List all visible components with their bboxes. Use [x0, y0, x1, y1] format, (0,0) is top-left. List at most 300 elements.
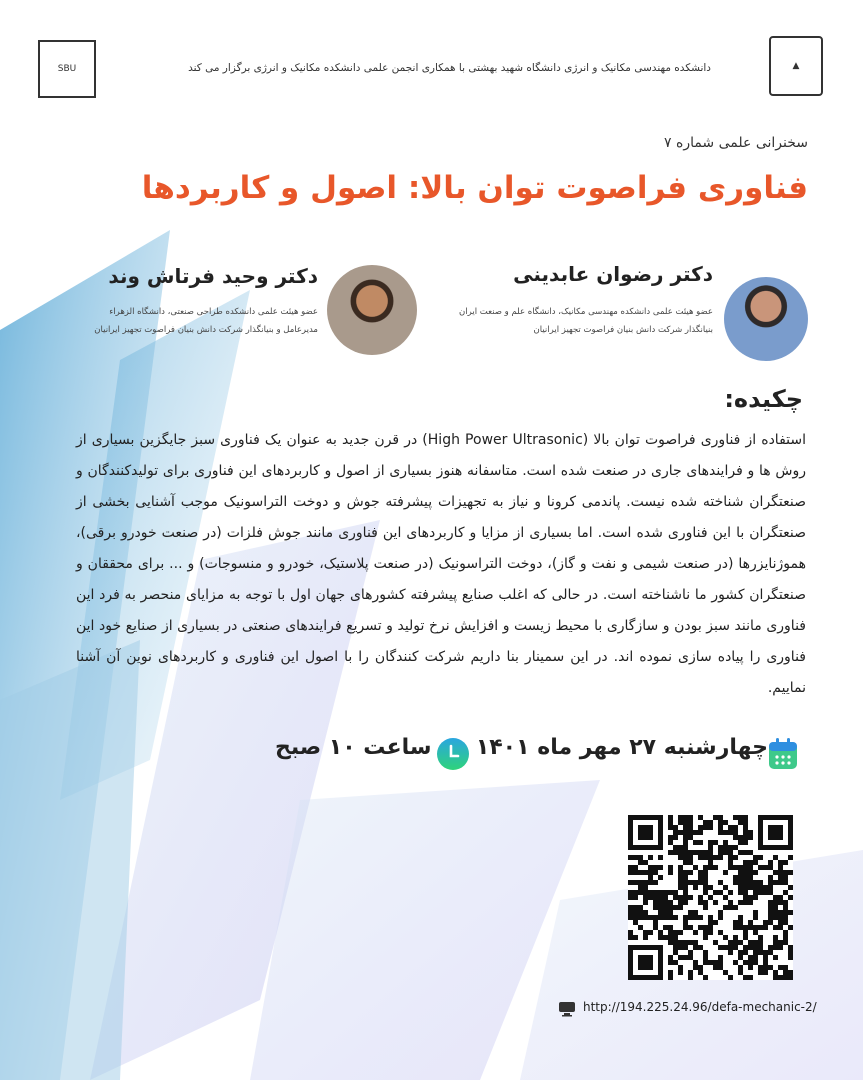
qr-module: [743, 930, 748, 935]
qr-module: [718, 825, 723, 830]
qr-module: [783, 920, 788, 925]
qr-module: [703, 870, 708, 875]
qr-module: [748, 865, 753, 870]
qr-module: [758, 940, 763, 945]
qr-module: [638, 855, 643, 860]
qr-module: [703, 890, 708, 895]
monitor-icon: [558, 1001, 576, 1017]
qr-module: [678, 895, 683, 900]
qr-module: [688, 910, 693, 915]
qr-module: [698, 945, 703, 950]
qr-module: [668, 915, 673, 920]
qr-module: [688, 835, 693, 840]
qr-module: [663, 905, 668, 910]
qr-module: [688, 880, 693, 885]
qr-module: [783, 940, 788, 945]
qr-module: [683, 955, 688, 960]
qr-module: [718, 845, 723, 850]
qr-module: [688, 830, 693, 835]
qr-module: [788, 955, 793, 960]
qr-module: [778, 910, 783, 915]
qr-module: [668, 825, 673, 830]
qr-module: [778, 870, 783, 875]
qr-module: [633, 910, 638, 915]
qr-module: [703, 875, 708, 880]
qr-module: [703, 935, 708, 940]
qr-module: [778, 975, 783, 980]
qr-module: [783, 905, 788, 910]
qr-module: [753, 890, 758, 895]
qr-module: [658, 935, 663, 940]
qr-module: [753, 880, 758, 885]
qr-module: [628, 880, 633, 885]
qr-finder: [638, 955, 653, 970]
qr-module: [673, 830, 678, 835]
qr-module: [668, 820, 673, 825]
qr-module: [703, 900, 708, 905]
qr-module: [643, 860, 648, 865]
qr-module: [633, 870, 638, 875]
qr-module: [688, 895, 693, 900]
qr-module: [683, 875, 688, 880]
qr-module: [683, 855, 688, 860]
qr-module: [658, 930, 663, 935]
qr-module: [633, 890, 638, 895]
qr-module: [693, 840, 698, 845]
qr-module: [668, 935, 673, 940]
qr-module: [778, 895, 783, 900]
qr-module: [723, 830, 728, 835]
qr-module: [668, 970, 673, 975]
qr-module: [653, 925, 658, 930]
qr-module: [788, 895, 793, 900]
qr-module: [733, 825, 738, 830]
qr-module: [673, 890, 678, 895]
qr-module: [753, 950, 758, 955]
qr-module: [693, 960, 698, 965]
qr-module: [668, 940, 673, 945]
qr-module: [718, 965, 723, 970]
qr-module: [678, 875, 683, 880]
qr-module: [768, 910, 773, 915]
qr-module: [678, 870, 683, 875]
qr-module: [658, 915, 663, 920]
qr-module: [743, 960, 748, 965]
qr-module: [753, 870, 758, 875]
qr-module: [693, 830, 698, 835]
qr-module: [763, 885, 768, 890]
qr-module: [773, 970, 778, 975]
qr-module: [733, 945, 738, 950]
qr-module: [693, 965, 698, 970]
qr-module: [738, 880, 743, 885]
qr-module: [763, 965, 768, 970]
qr-module: [693, 910, 698, 915]
qr-module: [668, 910, 673, 915]
qr-module: [743, 950, 748, 955]
qr-module: [673, 950, 678, 955]
qr-module: [718, 830, 723, 835]
page-title: فناوری فراصوت توان بالا: اصول و کاربردها: [141, 170, 808, 206]
qr-module: [763, 970, 768, 975]
qr-module: [738, 865, 743, 870]
qr-module: [773, 925, 778, 930]
qr-module: [673, 930, 678, 935]
qr-module: [638, 890, 643, 895]
qr-module: [693, 880, 698, 885]
qr-module: [758, 880, 763, 885]
qr-module: [678, 970, 683, 975]
qr-module: [733, 835, 738, 840]
qr-module: [768, 875, 773, 880]
qr-module: [653, 905, 658, 910]
qr-module: [648, 915, 653, 920]
qr-module: [788, 945, 793, 950]
qr-module: [658, 895, 663, 900]
qr-module: [698, 840, 703, 845]
qr-module: [688, 855, 693, 860]
qr-module: [788, 870, 793, 875]
qr-module: [698, 830, 703, 835]
qr-module: [708, 845, 713, 850]
qr-module: [743, 875, 748, 880]
qr-module: [763, 925, 768, 930]
qr-module: [743, 815, 748, 820]
qr-module: [688, 825, 693, 830]
qr-module: [653, 915, 658, 920]
qr-module: [628, 915, 633, 920]
qr-module: [648, 890, 653, 895]
qr-module: [678, 955, 683, 960]
qr-module: [783, 970, 788, 975]
qr-module: [708, 825, 713, 830]
qr-module: [788, 970, 793, 975]
qr-module: [658, 900, 663, 905]
qr-module: [773, 900, 778, 905]
association-logo: ▲: [769, 36, 823, 96]
qr-module: [708, 895, 713, 900]
qr-module: [748, 850, 753, 855]
qr-module: [773, 895, 778, 900]
qr-module: [768, 965, 773, 970]
qr-module: [723, 840, 728, 845]
qr-module: [678, 845, 683, 850]
qr-module: [668, 975, 673, 980]
qr-module: [653, 920, 658, 925]
qr-module: [778, 900, 783, 905]
qr-module: [663, 925, 668, 930]
qr-module: [658, 865, 663, 870]
qr-module: [633, 895, 638, 900]
qr-module: [708, 865, 713, 870]
qr-module: [748, 900, 753, 905]
qr-module: [738, 835, 743, 840]
qr-module: [643, 900, 648, 905]
qr-module: [758, 935, 763, 940]
qr-module: [743, 895, 748, 900]
qr-module: [738, 840, 743, 845]
qr-module: [768, 865, 773, 870]
qr-module: [748, 940, 753, 945]
qr-module: [703, 885, 708, 890]
qr-module: [748, 955, 753, 960]
qr-module: [708, 920, 713, 925]
qr-module: [698, 870, 703, 875]
organizer-text: دانشکده مهندسی مکانیک و انرژی دانشگاه شهید بهشتی با همکاری انجمن علمی دانشکده مکانیک و انرژی برگزار می کند: [188, 62, 711, 74]
qr-module: [658, 890, 663, 895]
qr-module: [643, 880, 648, 885]
qr-module: [748, 875, 753, 880]
qr-module: [733, 880, 738, 885]
qr-module: [698, 875, 703, 880]
qr-module: [718, 820, 723, 825]
qr-module: [653, 890, 658, 895]
qr-module: [698, 925, 703, 930]
qr-module: [778, 880, 783, 885]
qr-module: [753, 945, 758, 950]
qr-module: [728, 975, 733, 980]
qr-module: [773, 855, 778, 860]
qr-module: [778, 925, 783, 930]
qr-module: [688, 820, 693, 825]
qr-module: [788, 975, 793, 980]
qr-module: [763, 920, 768, 925]
qr-module: [733, 925, 738, 930]
qr-module: [683, 840, 688, 845]
qr-module: [718, 880, 723, 885]
speaker-photo: [327, 265, 417, 355]
qr-module: [668, 870, 673, 875]
qr-module: [673, 850, 678, 855]
qr-module: [733, 920, 738, 925]
speaker-affiliation: عضو هیئت علمی دانشکده مهندسی مکانیک، دانشگاه علم و صنعت ایران: [459, 307, 713, 317]
qr-module: [703, 825, 708, 830]
qr-module: [713, 855, 718, 860]
qr-module: [778, 920, 783, 925]
qr-module: [658, 905, 663, 910]
qr-module: [628, 930, 633, 935]
qr-module: [748, 885, 753, 890]
qr-module: [743, 865, 748, 870]
qr-module: [728, 945, 733, 950]
qr-module: [723, 845, 728, 850]
qr-module: [673, 915, 678, 920]
qr-module: [783, 890, 788, 895]
qr-module: [723, 885, 728, 890]
qr-module: [663, 910, 668, 915]
qr-module: [778, 860, 783, 865]
qr-module: [748, 960, 753, 965]
qr-module: [703, 950, 708, 955]
qr-module: [753, 930, 758, 935]
qr-module: [693, 940, 698, 945]
qr-module: [718, 850, 723, 855]
qr-module: [743, 830, 748, 835]
qr-module: [683, 915, 688, 920]
qr-module: [713, 940, 718, 945]
qr-module: [728, 860, 733, 865]
qr-module: [668, 960, 673, 965]
lecture-series: سخنرانی علمی شماره ۷: [664, 135, 808, 151]
qr-module: [718, 815, 723, 820]
qr-module: [688, 815, 693, 820]
qr-module: [728, 855, 733, 860]
qr-module: [653, 865, 658, 870]
qr-module: [693, 885, 698, 890]
qr-module: [773, 915, 778, 920]
qr-module: [683, 835, 688, 840]
qr-module: [778, 875, 783, 880]
qr-module: [748, 965, 753, 970]
qr-module: [723, 850, 728, 855]
qr-module: [673, 905, 678, 910]
qr-module: [633, 855, 638, 860]
qr-module: [738, 850, 743, 855]
qr-module: [773, 870, 778, 875]
qr-module: [693, 915, 698, 920]
qr-module: [628, 905, 633, 910]
qr-module: [768, 905, 773, 910]
qr-module: [758, 885, 763, 890]
qr-module: [653, 900, 658, 905]
qr-module: [743, 820, 748, 825]
qr-module: [683, 920, 688, 925]
qr-module: [783, 915, 788, 920]
qr-module: [738, 890, 743, 895]
qr-module: [648, 865, 653, 870]
qr-module: [728, 900, 733, 905]
speaker-affiliation: مدیرعامل و بنیانگذار شرکت دانش بنیان فراصوت تجهیز ایرانیان: [94, 325, 318, 335]
qr-module: [728, 890, 733, 895]
qr-module: [733, 845, 738, 850]
qr-module: [768, 950, 773, 955]
qr-module: [718, 915, 723, 920]
qr-module: [678, 885, 683, 890]
qr-code[interactable]: [628, 815, 793, 980]
qr-module: [693, 865, 698, 870]
qr-module: [698, 850, 703, 855]
qr-module: [768, 945, 773, 950]
qr-module: [683, 925, 688, 930]
qr-module: [738, 900, 743, 905]
qr-module: [688, 860, 693, 865]
qr-module: [643, 890, 648, 895]
qr-module: [678, 830, 683, 835]
qr-module: [688, 870, 693, 875]
event-date: چهارشنبه ۲۷ مهر ماه ۱۴۰۱: [475, 735, 768, 760]
qr-module: [743, 925, 748, 930]
qr-module: [673, 895, 678, 900]
qr-module: [698, 815, 703, 820]
qr-module: [638, 910, 643, 915]
qr-module: [728, 845, 733, 850]
qr-module: [673, 940, 678, 945]
qr-module: [743, 880, 748, 885]
qr-module: [748, 860, 753, 865]
qr-module: [703, 930, 708, 935]
qr-module: [688, 970, 693, 975]
speaker-photo: [724, 277, 808, 361]
qr-module: [633, 915, 638, 920]
event-link[interactable]: http://194.225.24.96/defa-mechanic-2/: [583, 1000, 817, 1014]
qr-module: [768, 860, 773, 865]
qr-module: [668, 815, 673, 820]
qr-module: [683, 830, 688, 835]
qr-module: [708, 885, 713, 890]
qr-module: [713, 815, 718, 820]
qr-module: [673, 960, 678, 965]
qr-module: [643, 885, 648, 890]
qr-module: [733, 940, 738, 945]
qr-module: [743, 870, 748, 875]
qr-module: [723, 820, 728, 825]
qr-module: [668, 900, 673, 905]
qr-module: [778, 940, 783, 945]
university-logo: SBU: [38, 40, 96, 98]
qr-module: [753, 910, 758, 915]
qr-module: [648, 880, 653, 885]
qr-module: [743, 900, 748, 905]
qr-module: [748, 880, 753, 885]
qr-module: [633, 880, 638, 885]
qr-module: [643, 930, 648, 935]
qr-module: [743, 945, 748, 950]
qr-module: [653, 895, 658, 900]
qr-module: [773, 975, 778, 980]
event-time: ساعت ۱۰ صبح: [275, 735, 432, 760]
qr-module: [733, 935, 738, 940]
qr-module: [718, 960, 723, 965]
qr-module: [653, 870, 658, 875]
qr-module: [663, 890, 668, 895]
qr-module: [678, 820, 683, 825]
qr-module: [783, 875, 788, 880]
qr-module: [703, 865, 708, 870]
qr-module: [738, 940, 743, 945]
qr-module: [753, 915, 758, 920]
qr-module: [708, 860, 713, 865]
qr-module: [738, 955, 743, 960]
qr-module: [683, 900, 688, 905]
qr-module: [728, 950, 733, 955]
qr-module: [693, 930, 698, 935]
qr-module: [763, 890, 768, 895]
qr-module: [708, 960, 713, 965]
qr-module: [743, 835, 748, 840]
qr-module: [728, 865, 733, 870]
qr-module: [773, 955, 778, 960]
qr-module: [748, 870, 753, 875]
qr-module: [663, 895, 668, 900]
qr-module: [628, 910, 633, 915]
qr-module: [783, 935, 788, 940]
qr-module: [638, 885, 643, 890]
qr-module: [683, 885, 688, 890]
qr-module: [683, 870, 688, 875]
qr-module: [778, 945, 783, 950]
qr-module: [648, 930, 653, 935]
qr-module: [753, 960, 758, 965]
qr-module: [678, 945, 683, 950]
qr-module: [698, 915, 703, 920]
qr-module: [678, 855, 683, 860]
qr-module: [683, 825, 688, 830]
qr-module: [733, 960, 738, 965]
qr-module: [703, 855, 708, 860]
qr-finder: [768, 825, 783, 840]
qr-module: [748, 925, 753, 930]
qr-module: [768, 900, 773, 905]
